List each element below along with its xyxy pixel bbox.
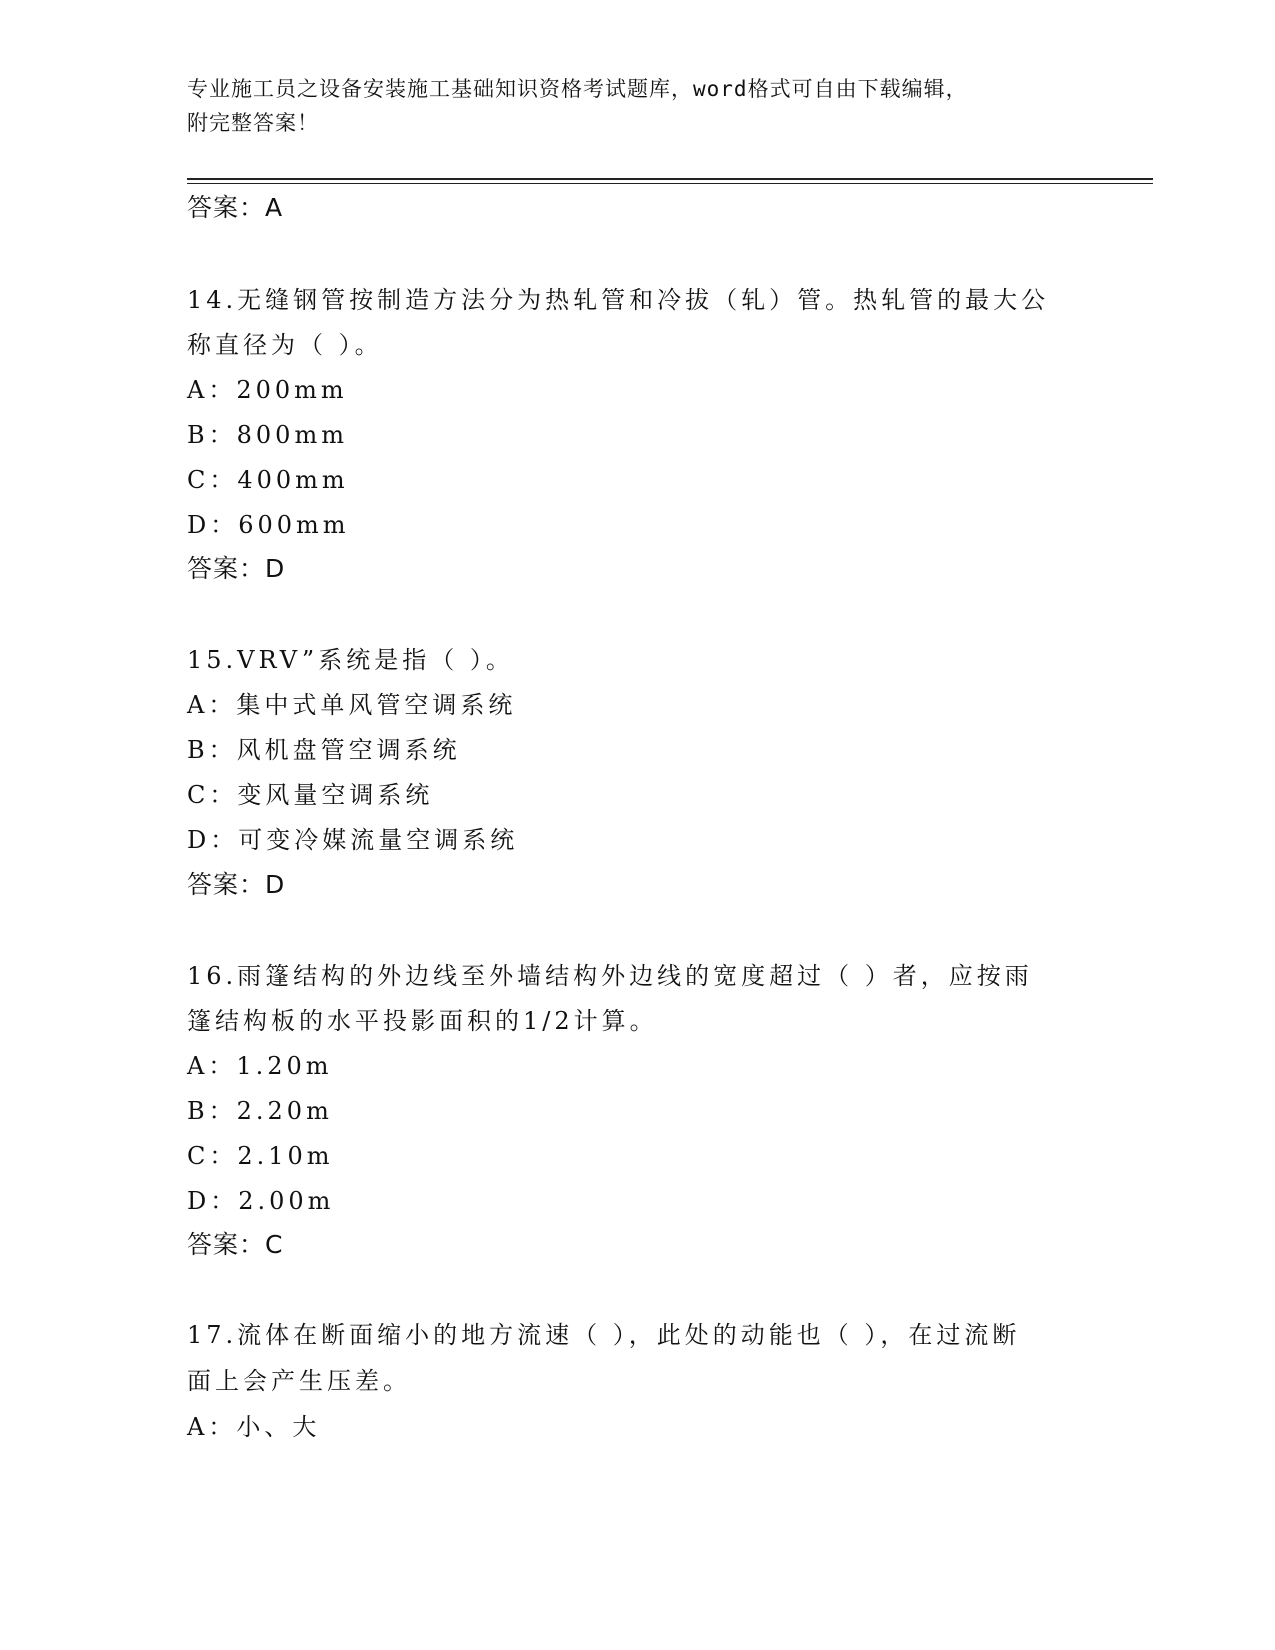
question-14-option-c: C：400mm — [187, 466, 349, 494]
question-14-option-a: A：200mm — [187, 376, 348, 404]
question-17-stem-line-1: 17.流体在断面缩小的地方流速（ ），此处的动能也（ ），在过流断 — [187, 1321, 1021, 1349]
header-line-1: 专业施工员之设备安装施工基础知识资格考试题库，word格式可自由下载编辑， — [187, 77, 968, 101]
question-16-stem-line-2: 篷结构板的水平投影面积的1/2计算。 — [187, 1007, 658, 1035]
question-17-option-a: A：小、大 — [187, 1413, 321, 1441]
question-16-stem-line-1: 16.雨篷结构的外边线至外墙结构外边线的宽度超过（ ）者，应按雨 — [187, 962, 1033, 990]
question-16-option-c: C：2.10m — [187, 1142, 334, 1170]
question-15-option-d: D：可变冷媒流量空调系统 — [187, 826, 519, 854]
question-14-option-d: D：600mm — [187, 511, 350, 539]
question-16-option-b: B：2.20m — [187, 1097, 333, 1125]
question-17-stem-line-2: 面上会产生压差。 — [187, 1367, 411, 1395]
question-14-stem-line-1: 14.无缝钢管按制造方法分为热轧管和冷拔（轧）管。热轧管的最大公 — [187, 286, 1050, 314]
question-15-stem-line-1: 15.VRV”系统是指（ ）。 — [187, 646, 514, 674]
answer-q13: 答案：A — [187, 193, 284, 222]
question-15-option-b: B：风机盘管空调系统 — [187, 736, 461, 764]
answer-q14: 答案：D — [187, 554, 286, 583]
answer-q15: 答案：D — [187, 870, 286, 899]
header-divider-thick — [187, 178, 1153, 180]
question-15-option-c: C：变风量空调系统 — [187, 781, 434, 809]
document-header — [187, 72, 1087, 140]
question-15-option-a: A：集中式单风管空调系统 — [187, 691, 517, 719]
question-14-stem-line-2: 称直径为（ ）。 — [187, 331, 383, 359]
answer-q16: 答案：C — [187, 1230, 284, 1259]
question-14-option-b: B：800mm — [187, 421, 348, 449]
header-line-2: 附完整答案！ — [187, 111, 319, 135]
question-16-option-a: A：1.20m — [187, 1052, 333, 1080]
header-divider-thin — [187, 183, 1153, 184]
question-16-option-d: D：2.00m — [187, 1187, 335, 1215]
